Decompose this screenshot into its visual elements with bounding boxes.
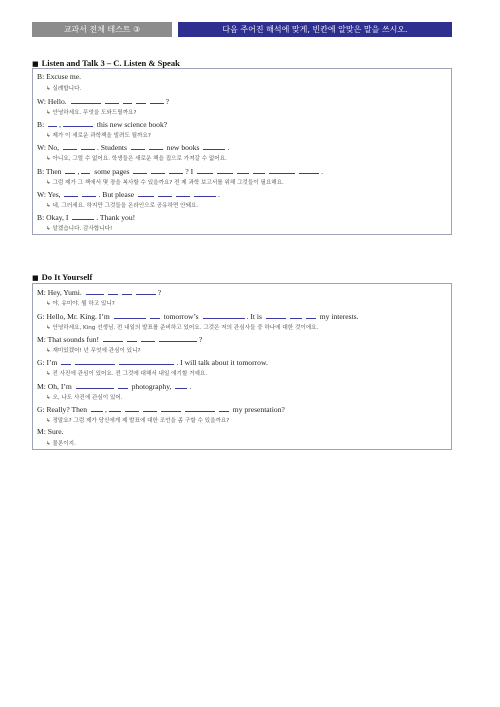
line-text: M: Hey, Yumi. [37,288,82,297]
line-text: . It is [246,312,262,321]
square-bullet-icon: ■ [32,60,39,68]
section-title-text: Listen and Talk 3 – C. Listen & Speak [41,58,180,68]
answer-blank[interactable] [122,287,132,295]
answer-blank[interactable] [48,119,57,127]
answer-blank[interactable] [118,381,128,389]
answer-blank[interactable] [158,189,172,197]
answer-blank[interactable] [169,166,183,174]
line-text: G: Hello, Mr. King. I’m [37,312,110,321]
section-title-text: Do It Yourself [41,272,93,282]
answer-blank[interactable] [91,404,103,412]
line-text: photography, [131,382,172,391]
line-text: B: Okay, I [37,213,69,222]
dialogue-box-1 [32,68,452,235]
answer-blank[interactable] [136,287,156,295]
translation: ↳ 정말요? 그럼 제가 당신에게 제 발표에 대한 조언을 좀 구할 수 있을까요? [46,418,230,424]
answer-blank[interactable] [143,404,157,412]
answer-blank[interactable] [306,311,316,319]
translation: ↳ 전 사진에 관심이 있어요. 전 그것에 대해서 내일 얘기할 거예요. [46,371,208,377]
answer-blank[interactable] [114,311,146,319]
line-text: M: Sure. [37,427,64,436]
dialogue-line [37,334,202,344]
line-text: ? I [185,167,194,176]
dialogue-line [37,404,285,414]
answer-blank[interactable] [194,189,216,197]
line-text: G: I’m [37,358,58,367]
line-text: new books [166,143,200,152]
line-text: . Thank you! [96,213,136,222]
answer-blank[interactable] [150,311,160,319]
dialogue-line [37,142,229,152]
translation: ↳ 실례합니다. [46,86,82,92]
answer-blank[interactable] [299,166,319,174]
answer-blank[interactable] [119,357,174,365]
answer-blank[interactable] [151,166,165,174]
translation: ↳ 네, 그러세요. 하지만 그것들을 온라인으로 공유하면 안돼요. [46,203,199,209]
instruction-tab: 다음 주어진 해석에 맞게, 빈칸에 알맞은 말을 쓰시오. [178,22,452,37]
answer-blank[interactable] [65,166,75,174]
line-text: tomorrow’s [163,312,199,321]
translation: ↳ 아니요, 그럴 수 없어요. 학생들은 새로운 책을 집으로 가져갈 수 없어요. [46,156,227,162]
dialogue-line [37,96,169,106]
line-text: ? [199,335,203,344]
answer-blank[interactable] [203,142,225,150]
square-bullet-icon: ■ [32,274,39,282]
answer-blank[interactable] [63,142,77,150]
dialogue-line [37,166,323,176]
answer-blank[interactable] [109,404,121,412]
answer-blank[interactable] [149,142,163,150]
answer-blank[interactable] [237,166,249,174]
answer-blank[interactable] [81,142,95,150]
answer-blank[interactable] [197,166,213,174]
answer-blank[interactable] [75,357,115,365]
page-header [32,22,452,37]
line-text: , [104,405,107,414]
answer-blank[interactable] [269,166,295,174]
line-text: B: [37,120,45,129]
line-text: some pages [94,167,130,176]
translation: ↳ 안녕하세요, King 선생님. 전 내일의 발표를 준비하고 있어요. 그것은 저의 관심사들 중 하나에 대한 것이에요. [46,325,319,331]
line-text: B: Excuse me. [37,72,82,81]
line-text: my presentation? [232,405,285,414]
answer-blank[interactable] [133,166,147,174]
dialogue-box-2 [32,283,452,450]
dialogue-line [37,311,359,321]
line-text: M: That sounds fun! [37,335,100,344]
line-text: W: Yes, [37,190,61,199]
translation: ↳ 야, 유미야. 뭘 하고 있니? [46,301,115,307]
line-text: . Students [96,143,127,152]
line-text: ? [157,288,162,297]
test-title-tab: 교과서 전체 테스트 ③ [32,22,172,37]
line-text: W: No, [37,143,60,152]
translation: ↳ 재미있겠어! 넌 무엇에 관심이 있니? [46,348,141,354]
dialogue-line [37,357,268,367]
answer-blank[interactable] [253,166,265,174]
answer-blank[interactable] [125,404,139,412]
answer-blank[interactable] [185,404,215,412]
line-text: . [321,167,324,176]
line-text: W: Hello. [37,97,67,106]
answer-blank[interactable] [123,96,132,104]
answer-blank[interactable] [76,381,114,389]
answer-blank[interactable] [108,287,118,295]
answer-blank[interactable] [217,166,233,174]
line-text: M: Oh, I’m [37,382,72,391]
answer-blank[interactable] [136,96,146,104]
translation: ↳ 제가 이 새로운 과학책을 빌려도 될까요? [46,133,151,139]
answer-blank[interactable] [63,119,93,127]
dialogue-line [37,119,167,129]
answer-blank[interactable] [266,311,286,319]
answer-blank[interactable] [176,189,190,197]
answer-blank[interactable] [103,334,123,342]
answer-blank[interactable] [203,311,245,319]
line-text: ? [165,97,169,106]
section-title-listen-and-talk [32,58,180,68]
line-text: , [59,120,61,129]
line-text: , [77,167,80,176]
line-text: . [189,382,192,391]
dialogue-line [37,189,220,199]
section-title-do-it-yourself [32,272,92,282]
answer-blank[interactable] [161,404,181,412]
answer-blank[interactable] [290,311,302,319]
answer-blank[interactable] [82,189,96,197]
translation: ↳ 오, 나도 사진에 관심이 있어. [46,395,123,401]
answer-blank[interactable] [86,287,104,295]
line-text: . I will talk about it tomorrow. [176,358,268,367]
line-text: my interests. [319,312,359,321]
dialogue-line [37,381,191,391]
translation: ↳ 안녕하세요. 무엇을 도와드릴까요? [46,110,137,116]
answer-blank[interactable] [61,357,71,365]
answer-blank[interactable] [64,189,78,197]
answer-blank[interactable] [81,166,90,174]
line-text: . [218,190,220,199]
answer-blank[interactable] [131,142,145,150]
line-text: G: Really? Then [37,405,88,414]
answer-blank[interactable] [72,212,94,220]
answer-blank[interactable] [127,334,137,342]
translation: ↳ 물론이지. [46,441,76,447]
answer-blank[interactable] [105,96,119,104]
line-text: this new science book? [96,120,168,129]
answer-blank[interactable] [141,334,155,342]
answer-blank[interactable] [175,381,187,389]
answer-blank[interactable] [71,96,101,104]
dialogue-line [37,287,161,297]
dialogue-line [37,72,81,81]
answer-blank[interactable] [138,189,154,197]
answer-blank[interactable] [150,96,164,104]
translation: ↳ 그럼 제가 그 책에서 몇 장을 복사할 수 있을까요? 전 제 과학 보고서를 위해 그것들이 필요해요. [46,180,284,186]
dialogue-line [37,212,135,222]
dialogue-line [37,427,64,436]
line-text: . But please [98,190,135,199]
translation: ↳ 알겠습니다. 감사합니다! [46,226,113,232]
line-text: . [227,143,230,152]
answer-blank[interactable] [219,404,229,412]
answer-blank[interactable] [159,334,197,342]
line-text: B: Then [37,167,62,176]
